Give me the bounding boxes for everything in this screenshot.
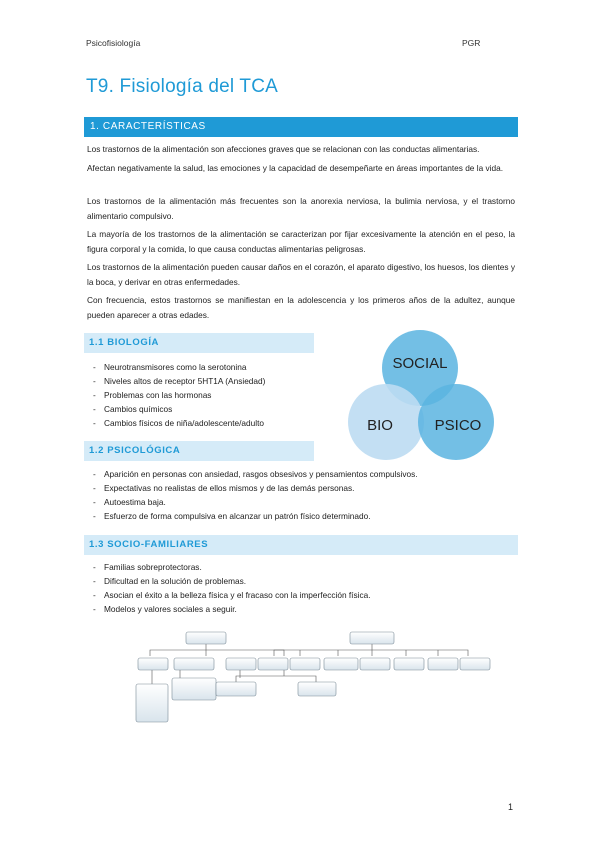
venn-label-psico: PSICO (434, 417, 482, 434)
list-item: - Esfuerzo de forma compulsiva en alcanzar un patrón físico determinado. (104, 509, 418, 523)
list-item: - Neurotransmisores como la serotonina (104, 360, 265, 374)
org-box (136, 684, 168, 722)
header-left: Psicofisiología (86, 38, 141, 48)
subsection-bar-psicologica (84, 441, 314, 461)
paragraph: Afectan negativamente la salud, las emociones y la capacidad de desempeñarte en áreas importantes de la vida. (87, 163, 504, 173)
list-item: - Aparición en personas con ansiedad, rasgos obsesivos y pensamientos compulsivos. (104, 467, 418, 481)
org-box (324, 658, 358, 670)
section-heading-bar (84, 117, 518, 137)
org-box (172, 678, 216, 700)
org-box (298, 682, 336, 696)
org-chart-boxes (136, 632, 490, 722)
list-item: - Familias sobreprotectoras. (104, 560, 371, 574)
page-number: 1 (508, 802, 514, 812)
venn-label-bio: BIO (367, 417, 393, 434)
list-item: - Niveles altos de receptor 5HT1A (Ansiedad) (104, 374, 265, 388)
list-item: - Cambios químicos (104, 402, 265, 416)
paragraph: Los trastornos de la alimentación son afecciones graves que se relacionan con las conductas alimentarias. (87, 144, 480, 154)
org-box (360, 658, 390, 670)
subsection-heading: 1.3 SOCIO-FAMILIARES (89, 539, 209, 550)
org-box (258, 658, 288, 670)
org-box (186, 632, 226, 644)
list-item: - Expectativas no realistas de ellos mismos y de las demás personas. (104, 481, 418, 495)
subsection-heading: 1.2 PSICOLÓGICA (89, 445, 181, 456)
socio-list (104, 560, 371, 616)
org-box (428, 658, 458, 670)
org-box (460, 658, 490, 670)
paragraph: La mayoría de los trastornos de la alimentación se caracterizan por fijar excesivamente la atención en el peso, la figura corporal y la comida, lo que causa conductas alimentarias peligrosas. (87, 229, 515, 254)
org-box (226, 658, 256, 670)
org-box (138, 658, 168, 670)
subsection-bar-socio (84, 535, 518, 555)
paragraph: Con frecuencia, estos trastornos se manifiestan en la adolescencia y los primeros años de la adultez, aunque pueden aparecer a otras edades. (87, 295, 515, 320)
list-item: - Modelos y valores sociales a seguir. (104, 602, 371, 616)
org-chart-diagram (132, 626, 492, 726)
psicologica-list (104, 467, 418, 523)
section-heading: 1. CARACTERÍSTICAS (90, 121, 206, 132)
org-box (290, 658, 320, 670)
subsection-heading: 1.1 BIOLOGÍA (89, 337, 160, 348)
header-right: PGR (462, 38, 481, 48)
org-box (174, 658, 214, 670)
list-item: - Cambios físicos de niña/adolescente/adulto (104, 416, 265, 430)
venn-label-social: SOCIAL (392, 355, 448, 372)
list-item: - Asocian el éxito a la belleza física y el fracaso con la imperfección física. (104, 588, 371, 602)
list-item: - Problemas con las hormonas (104, 388, 265, 402)
org-box (350, 632, 394, 644)
paragraph: Los trastornos de la alimentación pueden causar daños en el corazón, el aparato digestivo, los huesos, los dientes y la boca, y derivar en otras enfermedades. (87, 262, 515, 287)
venn-diagram (346, 330, 494, 462)
list-item: - Dificultad en la solución de problemas. (104, 574, 371, 588)
subsection-bar-biologia (84, 333, 314, 353)
page-title: T9. Fisiología del TCA (86, 76, 279, 97)
org-box (216, 682, 256, 696)
paragraph: Los trastornos de la alimentación más frecuentes son la anorexia nerviosa, la bulimia nerviosa, y el trastorno alimentario compulsivo. (87, 196, 515, 221)
biologia-list (104, 360, 265, 430)
list-item: - Autoestima baja. (104, 495, 418, 509)
org-box (394, 658, 424, 670)
